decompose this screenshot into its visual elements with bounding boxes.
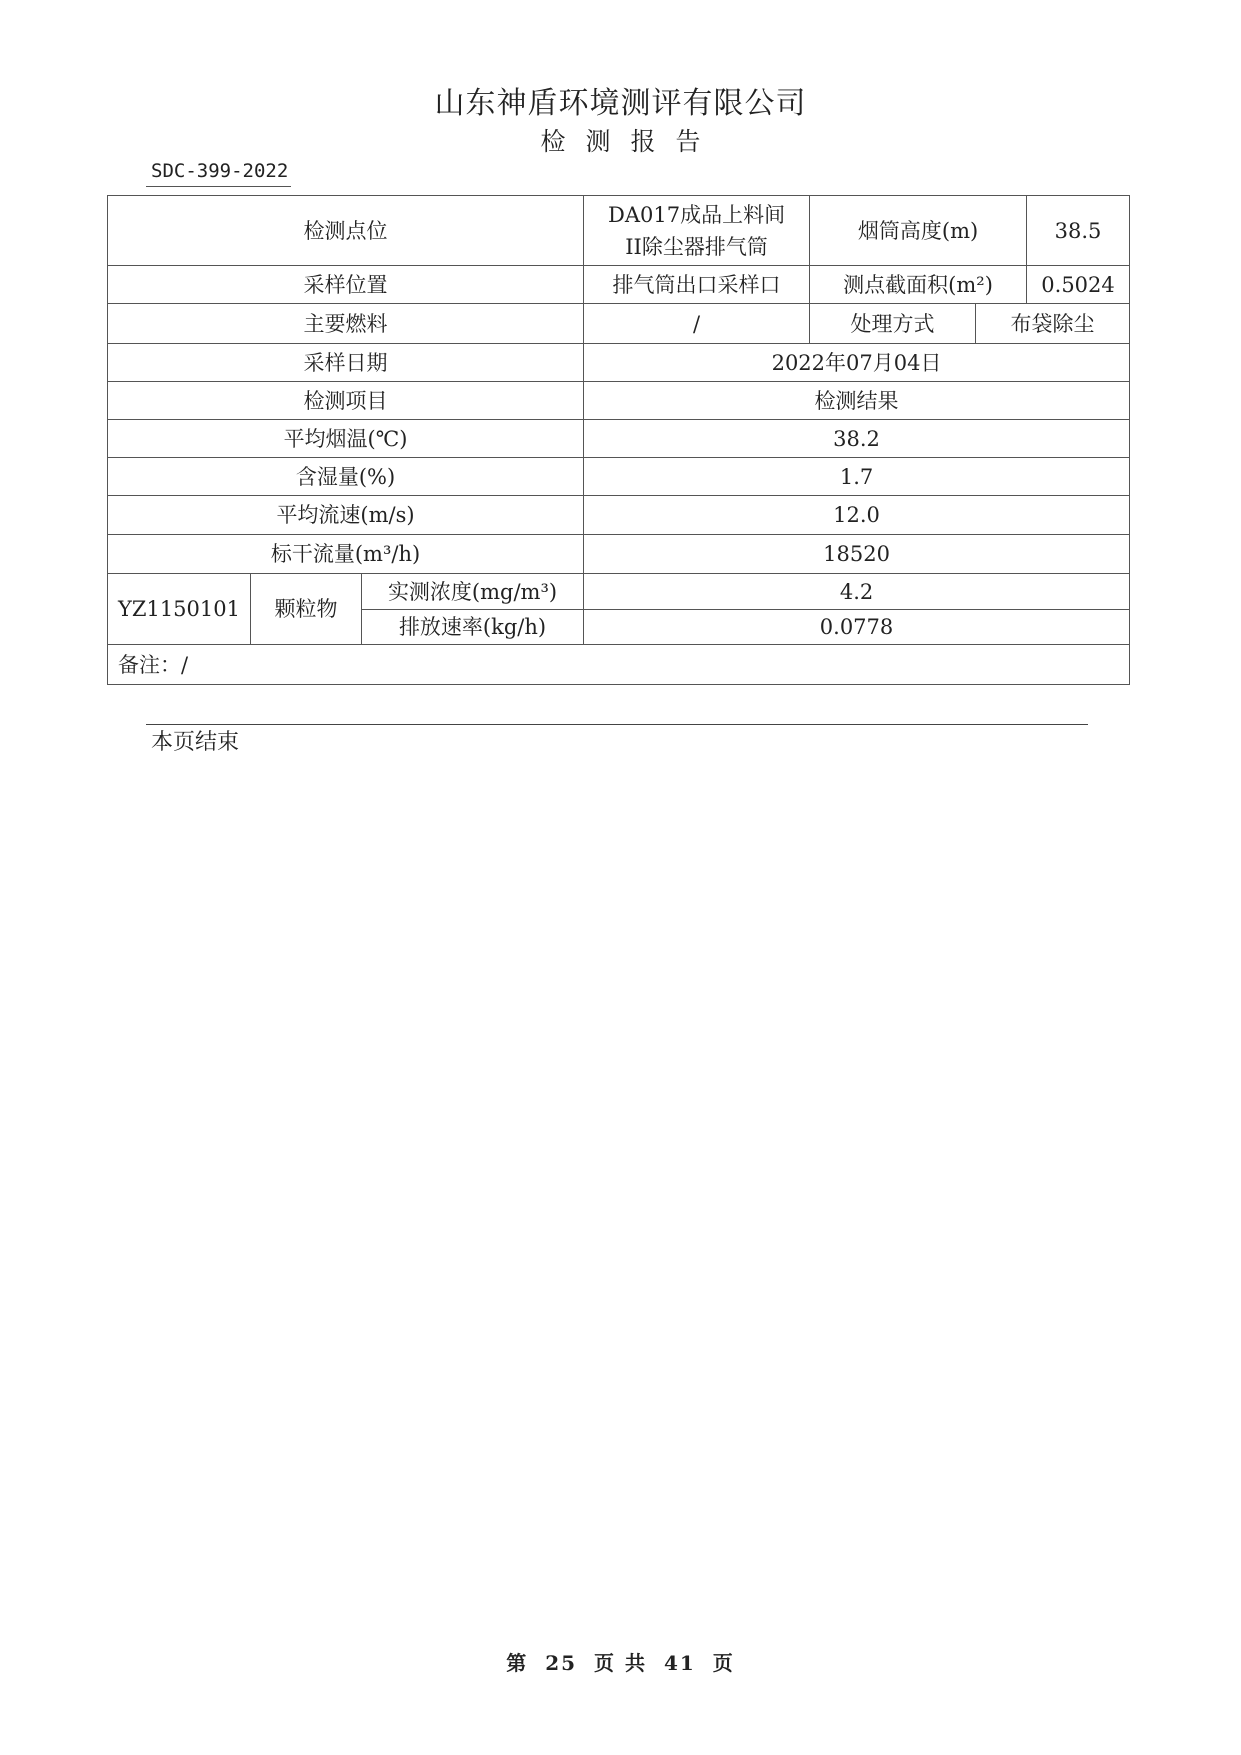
table-row [108,574,1130,610]
item-header: 检测项目 [108,382,584,420]
table-row [108,420,1130,458]
page-suffix: 页 [712,1651,735,1675]
table-row [108,266,1130,304]
avg-velocity-value: 12.0 [584,496,1130,535]
fuel-label: 主要燃料 [108,304,584,344]
report-number: SDC-399-2022 [151,160,289,182]
report-number-underline [146,186,291,187]
stack-height-value: 38.5 [1027,196,1130,266]
page-mid: 页 共 [594,1651,647,1675]
date-value: 2022年07月04日 [584,344,1130,382]
avg-velocity-label: 平均流速(m/s) [108,496,584,535]
emission-rate-value: 0.0778 [584,610,1130,645]
std-flow-value: 18520 [584,535,1130,574]
point-value-line1: DA017成品上料间 [607,202,786,227]
table-row [108,496,1130,535]
concentration-value: 4.2 [584,574,1130,610]
table-row [108,382,1130,420]
avg-temp-label: 平均烟温(℃) [108,420,584,458]
stack-height-label: 烟筒高度(m) [810,196,1027,266]
sample-id: YZ1150101 [108,574,251,645]
pollutant-name: 颗粒物 [251,574,362,645]
table-row [108,304,1130,344]
page-current: 25 [545,1651,578,1675]
page-total: 41 [663,1651,696,1675]
table-row [108,344,1130,382]
emission-rate-label: 排放速率(kg/h) [362,610,584,645]
table-row [108,645,1130,685]
remark: 备注：/ [108,645,1130,685]
point-label: 检测点位 [108,196,584,266]
company-name: 山东神盾环境测评有限公司 [434,86,807,121]
concentration-label: 实测浓度(mg/m³) [362,574,584,610]
table-row [108,535,1130,574]
cross-section-value: 0.5024 [1027,266,1130,304]
end-divider [146,724,1088,725]
avg-temp-value: 38.2 [584,420,1130,458]
table-row [108,196,1130,266]
page-indicator [0,1647,1241,1676]
sampling-position-value: 排气筒出口采样口 [584,266,810,304]
treatment-label: 处理方式 [810,304,976,344]
emission-test-table [107,195,1130,685]
cross-section-label: 测点截面积(m²) [810,266,1027,304]
moisture-label: 含湿量(%) [108,458,584,496]
treatment-value: 布袋除尘 [976,304,1130,344]
end-note: 本页结束 [151,730,240,755]
sampling-position-label: 采样位置 [108,266,584,304]
point-value-line2: II除尘器排气筒 [625,234,768,259]
point-value [584,196,810,266]
result-header: 检测结果 [584,382,1130,420]
std-flow-label: 标干流量(m³/h) [108,535,584,574]
report-subtitle: 检测报告 [540,127,721,156]
page-prefix: 第 [506,1651,529,1675]
table-row [108,458,1130,496]
date-label: 采样日期 [108,344,584,382]
moisture-value: 1.7 [584,458,1130,496]
fuel-value: / [584,304,810,344]
